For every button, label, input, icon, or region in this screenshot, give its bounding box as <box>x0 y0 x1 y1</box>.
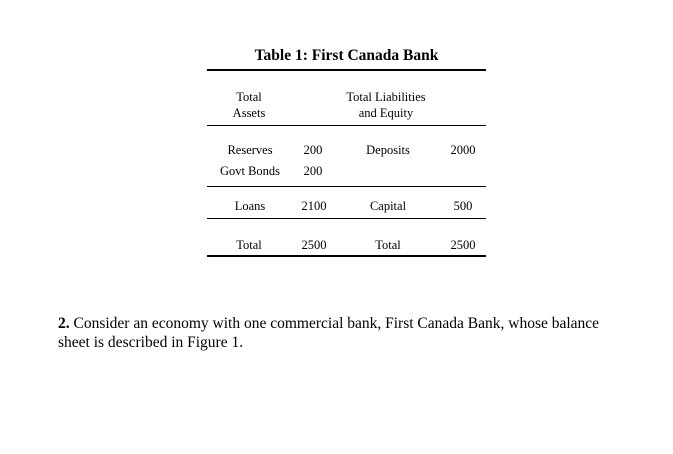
loans-rule <box>207 218 486 219</box>
liabilities-header-line2: and Equity <box>358 106 414 120</box>
loans-value: 2100 <box>301 199 327 213</box>
total-liabilities-value: 2500 <box>450 238 476 252</box>
govt-bonds-label: Govt Bonds <box>219 164 281 178</box>
total-liabilities-label: Total <box>375 238 401 252</box>
question-text: Consider an economy with one commercial bank, First Canada Bank, whose balance sheet is described in Figure 1. <box>58 315 600 351</box>
govt-bonds-value: 200 <box>303 164 323 178</box>
table-title: Table 1: First Canada Bank <box>254 47 439 64</box>
loans-label: Loans <box>234 199 266 213</box>
top-rule <box>207 69 486 71</box>
capital-value: 500 <box>453 199 473 213</box>
bonds-rule <box>207 186 486 187</box>
reserves-label: Reserves <box>227 143 273 157</box>
deposits-label: Deposits <box>366 143 410 157</box>
bottom-rule <box>207 255 486 257</box>
assets-header-line1: Total <box>236 90 262 104</box>
capital-label: Capital <box>369 199 407 213</box>
deposits-value: 2000 <box>450 143 476 157</box>
reserves-value: 200 <box>303 143 323 157</box>
liabilities-header-line1: Total Liabilities <box>346 90 426 104</box>
question-paragraph <box>58 314 628 352</box>
assets-header-line2: Assets <box>232 106 266 120</box>
total-assets-label: Total <box>236 238 262 252</box>
question-number: 2. <box>58 315 70 332</box>
header-rule <box>207 125 486 126</box>
total-assets-value: 2500 <box>301 238 327 252</box>
